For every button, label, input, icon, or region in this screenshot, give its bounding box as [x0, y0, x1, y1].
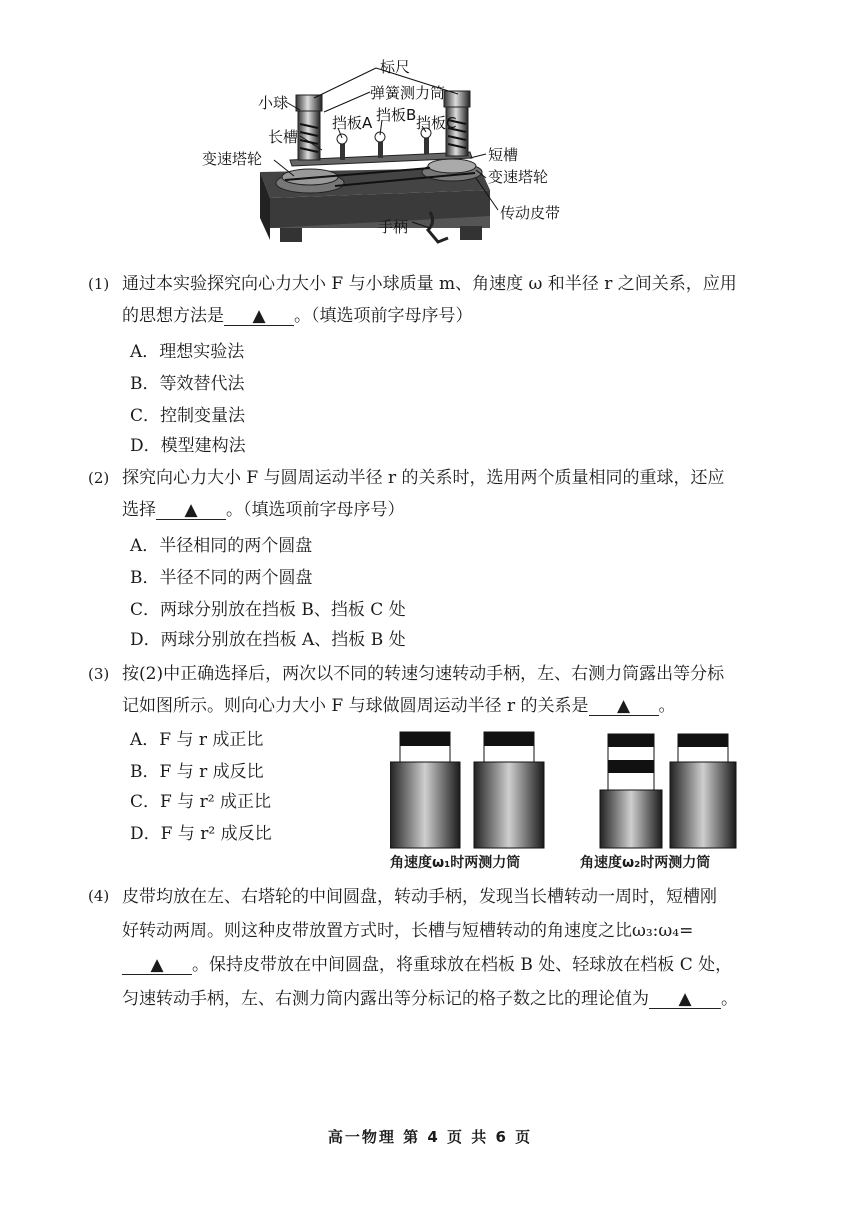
question-3 [90, 658, 770, 722]
q3-option-c[interactable]: C．F 与 r² 成正比 [130, 792, 271, 812]
question-2 [90, 462, 770, 526]
caption-omega-1: 角速度ω₁时两测力筒 [390, 855, 521, 871]
question-4 [90, 880, 770, 1016]
question-number: (1) [88, 275, 110, 293]
ball-label: 小球 [258, 94, 289, 112]
belt-label: 传动皮带 [500, 204, 561, 222]
answer-blank[interactable]: ▲ [156, 501, 226, 520]
question-number: (2) [88, 469, 110, 487]
apparatus-drawing [190, 40, 730, 270]
baffle-c-label: 挡板C [416, 114, 457, 132]
q2-option-c[interactable]: C．两球分别放在挡板 B、挡板 C 处 [130, 600, 406, 620]
q2-option-b[interactable]: B．半径不同的两个圆盘 [130, 568, 313, 588]
baffle-b-label: 挡板B [376, 106, 417, 124]
answer-blank[interactable]: ▲ [649, 990, 721, 1009]
question-1-line-1: 通过本实验探究向心力大小 F 与小球质量 m、角速度 ω 和半径 r 之间关系，应用 [122, 274, 737, 294]
measuring-cylinders-figure [390, 720, 780, 880]
q1-option-c[interactable]: C．控制变量法 [130, 406, 246, 426]
q3-option-a[interactable]: A．F 与 r 成正比 [130, 730, 264, 750]
question-number: (3) [88, 665, 110, 683]
question-2-line-1: 探究向心力大小 F 与圆周运动半径 r 的关系时，选用两个质量相同的重球，还应 [122, 468, 725, 488]
handle-label: 手柄 [378, 218, 409, 236]
caption-omega-2: 角速度ω₂时两测力筒 [580, 855, 711, 871]
q3-option-d[interactable]: D．F 与 r² 成反比 [130, 824, 272, 844]
question-1-line-2: 的思想方法是 ▲ 。（填选项前字母序号） [122, 306, 473, 326]
ruler-label: 标尺 [380, 58, 411, 76]
centripetal-force-apparatus-figure [190, 40, 730, 270]
question-3-line-1: 按(2)中正确选择后，两次以不同的转速匀速转动手柄，左、右测力筒露出等分标 [122, 664, 725, 684]
question-1 [90, 268, 770, 332]
question-4-line-3: ▲ 。保持皮带放在中间圆盘，将重球放在档板 B 处、轻球放在档板 C 处， [90, 948, 770, 982]
question-2-line-2: 选择 ▲ 。（填选项前字母序号） [122, 500, 405, 520]
question-4-line-4: 匀速转动手柄，左、右测力筒内露出等分标记的格子数之比的理论值为 ▲ 。 [122, 989, 738, 1009]
answer-blank[interactable]: ▲ [122, 956, 192, 975]
question-number: (4) [88, 887, 110, 905]
pulley-right-label: 变速塔轮 [488, 168, 549, 186]
q1-option-a[interactable]: A．理想实验法 [130, 342, 245, 362]
page-footer: 高一物理 第 4 页 共 6 页 [327, 1128, 533, 1146]
long-slot-label: 长槽 [268, 128, 299, 146]
q1-option-b[interactable]: B．等效替代法 [130, 374, 245, 394]
pulley-left-label: 变速塔轮 [202, 150, 263, 168]
spring-label: 弹簧测力筒 [370, 84, 446, 102]
question-3-line-2: 记如图所示。则向心力大小 F 与球做圆周运动半径 r 的关系是 ▲ 。 [122, 696, 676, 716]
short-slot-label: 短槽 [488, 146, 519, 164]
answer-blank[interactable]: ▲ [589, 697, 659, 716]
cylinders-drawing [390, 720, 780, 850]
question-4-line-1: 皮带均放在左、右塔轮的中间圆盘，转动手柄，发现当长槽转动一周时，短槽刚 [122, 887, 717, 907]
answer-blank[interactable]: ▲ [224, 307, 294, 326]
q2-option-d[interactable]: D．两球分别放在挡板 A、挡板 B 处 [130, 630, 406, 650]
baffle-a-label: 挡板A [332, 114, 373, 132]
q3-option-b[interactable]: B．F 与 r 成反比 [130, 762, 264, 782]
question-4-line-2: 好转动两周。则这种皮带放置方式时，长槽与短槽转动的角速度之比ω₃:ω₄= [122, 921, 694, 941]
q2-option-a[interactable]: A．半径相同的两个圆盘 [130, 536, 313, 556]
q1-option-d[interactable]: D．模型建构法 [130, 436, 246, 456]
